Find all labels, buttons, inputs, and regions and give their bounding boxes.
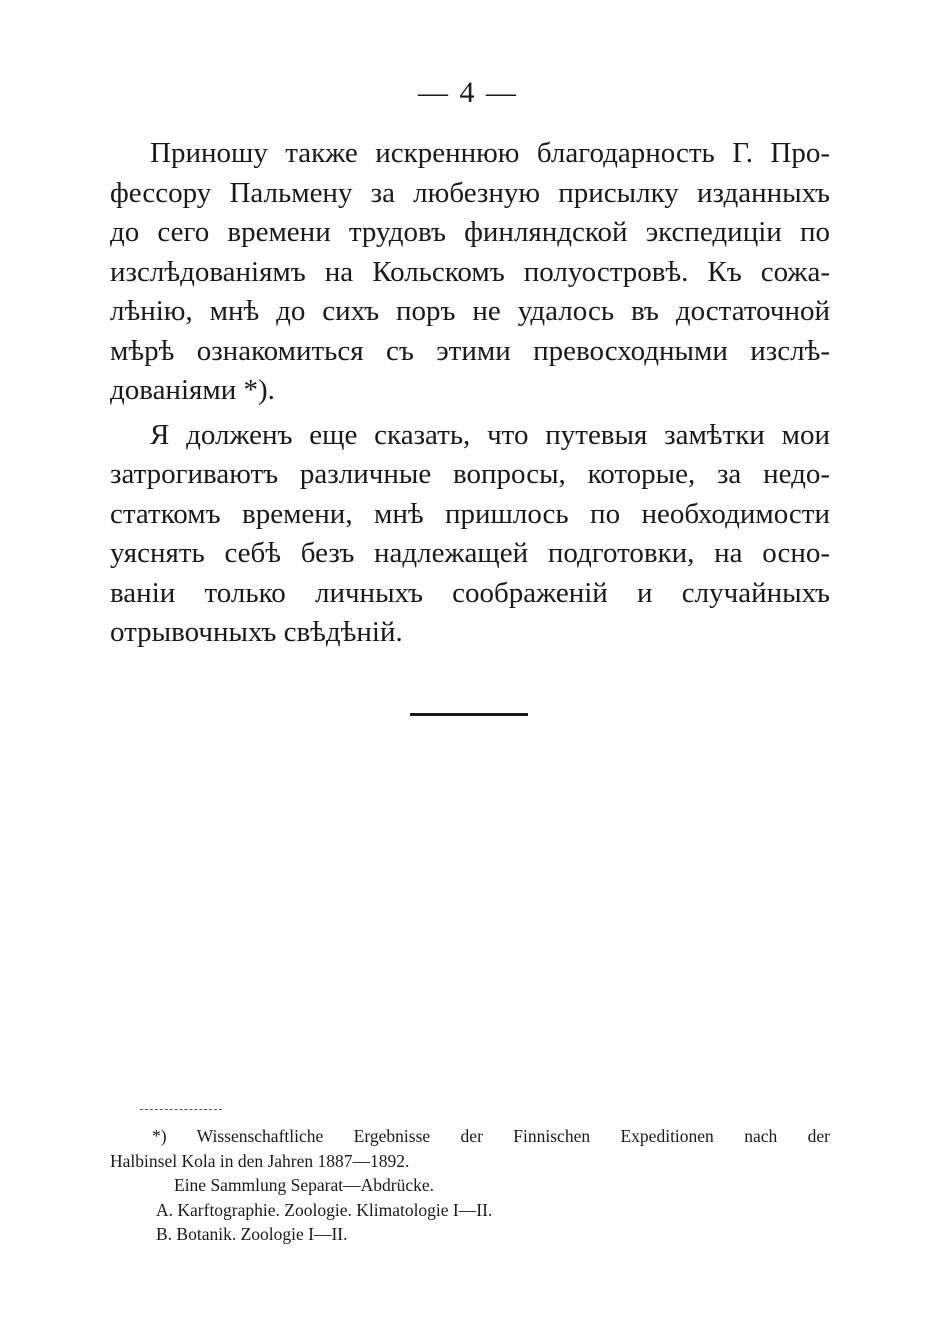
text-line: Я долженъ еще сказать, что путевыя замѣтки мои (150, 418, 830, 451)
text-line: дованіями *). (110, 374, 275, 406)
section-end-rule (410, 713, 528, 716)
text-line: затрогиваютъ различные вопросы, которые, за недо- (110, 458, 830, 490)
text-line: фессору Пальмену за любезную присылку изданныхъ (110, 176, 830, 209)
text-line: изслѣдованіямъ на Кольскомъ полуостровѣ. Къ сожа- (110, 255, 830, 288)
paragraph-acknowledgement (110, 134, 830, 411)
text-line: статкомъ времени, мнѣ пришлось по необходимости (110, 497, 830, 530)
footnote-line: *) Wissenschaftliche Ergebnisse der Finnischen Expeditionen nach der (152, 1126, 830, 1146)
footnote-item: B. Botanik. Zoologie I—II. (156, 1224, 348, 1244)
footnote-separator (140, 1109, 222, 1111)
footnote (110, 1124, 830, 1247)
text-line: отрывочныхъ свѣдѣній. (110, 616, 403, 648)
main-text (110, 134, 830, 658)
text-line: Приношу также искреннюю благодарность Г. Про- (150, 137, 830, 169)
text-line: мѣрѣ ознакомиться съ этими превосходными изслѣ- (110, 334, 830, 367)
text-line: уяснять себѣ безъ надлежащей подготовки, на осно- (110, 537, 830, 569)
text-line: до сего времени трудовъ финляндской экспедиціи по (110, 216, 830, 248)
paragraph-notes (110, 416, 830, 653)
footnote-line: Halbinsel Kola in den Jahren 1887—1892. (110, 1150, 410, 1171)
text-line: ваніи только личныхъ соображеній и случайныхъ (110, 576, 830, 609)
footnote-item: Eine Sammlung Separat—Abdrücke. (174, 1175, 435, 1195)
footnote-item: A. Karftographie. Zoologie. Klimatologie I—II. (156, 1199, 493, 1220)
page-number: — 4 — (418, 76, 518, 109)
text-line: лѣнію, мнѣ до сихъ поръ не удалось въ достаточной (110, 295, 830, 327)
